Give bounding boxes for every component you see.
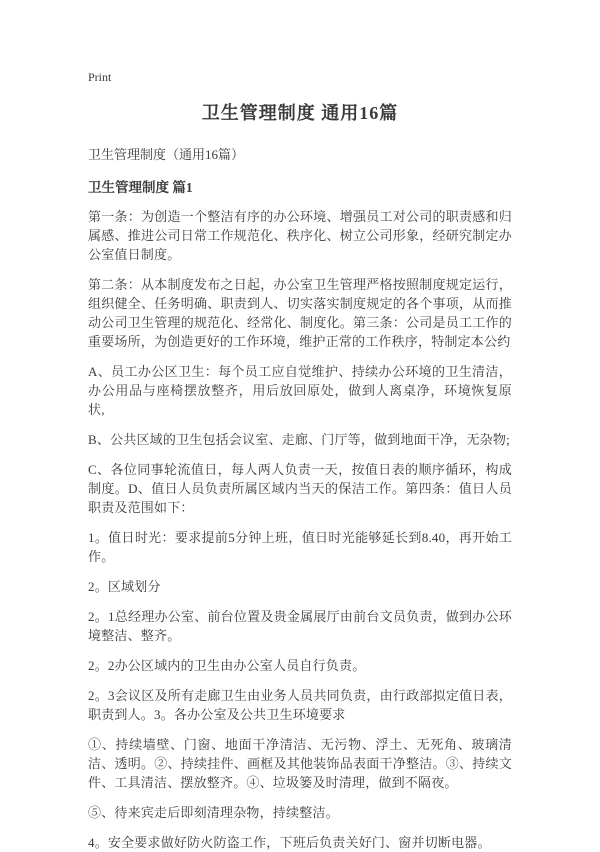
paragraph-6: 1。值日时光：要求提前5分钟上班，值日时光能够延长到8.40，再开始工作。 (88, 530, 512, 564)
paragraph-13: 4。安全要求做好防火防盗工作，下班后负责关好门、窗并切断电器。 (88, 835, 491, 850)
paragraph-9: 2。2办公区域内的卫生由办公室人员自行负责。 (88, 658, 366, 673)
document-title: 卫生管理制度 通用16篇 (201, 103, 399, 123)
paragraph-3: A、员工办公区卫生：每个员工应自觉维护、持续办公环境的卫生清洁，办公用品与座椅摆放整齐，用后放回原处，做到人离桌净，环境恢复原状, (88, 364, 512, 417)
paragraph-10: 2。3会议区及所有走廊卫生由业务人员共同负责，由行政部拟定值日表，职责到人。3。各办公室及公共卫生环境要求 (88, 688, 512, 722)
paragraph-2: 第二条：从本制度发布之日起，办公室卫生管理严格按照制度规定运行，组织健全、任务明确、职责到人、切实落实制度规定的各个事项，从而推动公司卫生管理的规范化、经常化、制度化。第三条：公司是员工工作的重要场所，为创造更好的工作环境，维护正常的工作秩序，特制定本公约 (88, 277, 512, 349)
paragraph-11: ①、持续墙壁、门窗、地面干净清洁、无污物、浮土、无死角、玻璃清洁、透明。②、持续挂件、画框及其他装饰品表面干净整洁。③、持续文件、工具清洁、摆放整齐。④、垃圾篓及时清理，做到不隔夜。 (88, 737, 512, 790)
paragraph-1: 第一条：为创造一个整洁有序的办公环境、增强员工对公司的职责感和归属感、推进公司日常工作规范化、秩序化、树立公司形象，经研究制定办公室值日制度。 (88, 209, 512, 262)
document-page (88, 0, 512, 852)
section-heading: 卫生管理制度 篇1 (88, 180, 193, 195)
paragraph-5: C、各位同事轮流值日，每人两人负责一天，按值日表的顺序循环，构成制度。D、值日人员负责所属区域内当天的保洁工作。第四条：值日人员职责及范围如下： (88, 462, 512, 515)
document-subtitle: 卫生管理制度（通用16篇） (88, 147, 245, 162)
paragraph-12: ⑤、待来宾走后即刻清理杂物，持续整洁。 (88, 805, 339, 820)
paragraph-8: 2。1总经理办公室、前台位置及贵金属展厅由前台文员负责，做到办公环境整洁、整齐。 (88, 609, 512, 643)
paragraph-7: 2。区域划分 (88, 579, 161, 594)
print-button[interactable]: Print (88, 70, 112, 84)
paragraph-4: B、公共区域的卫生包括会议室、走廊、门厅等，做到地面干净，无杂物; (88, 432, 510, 447)
